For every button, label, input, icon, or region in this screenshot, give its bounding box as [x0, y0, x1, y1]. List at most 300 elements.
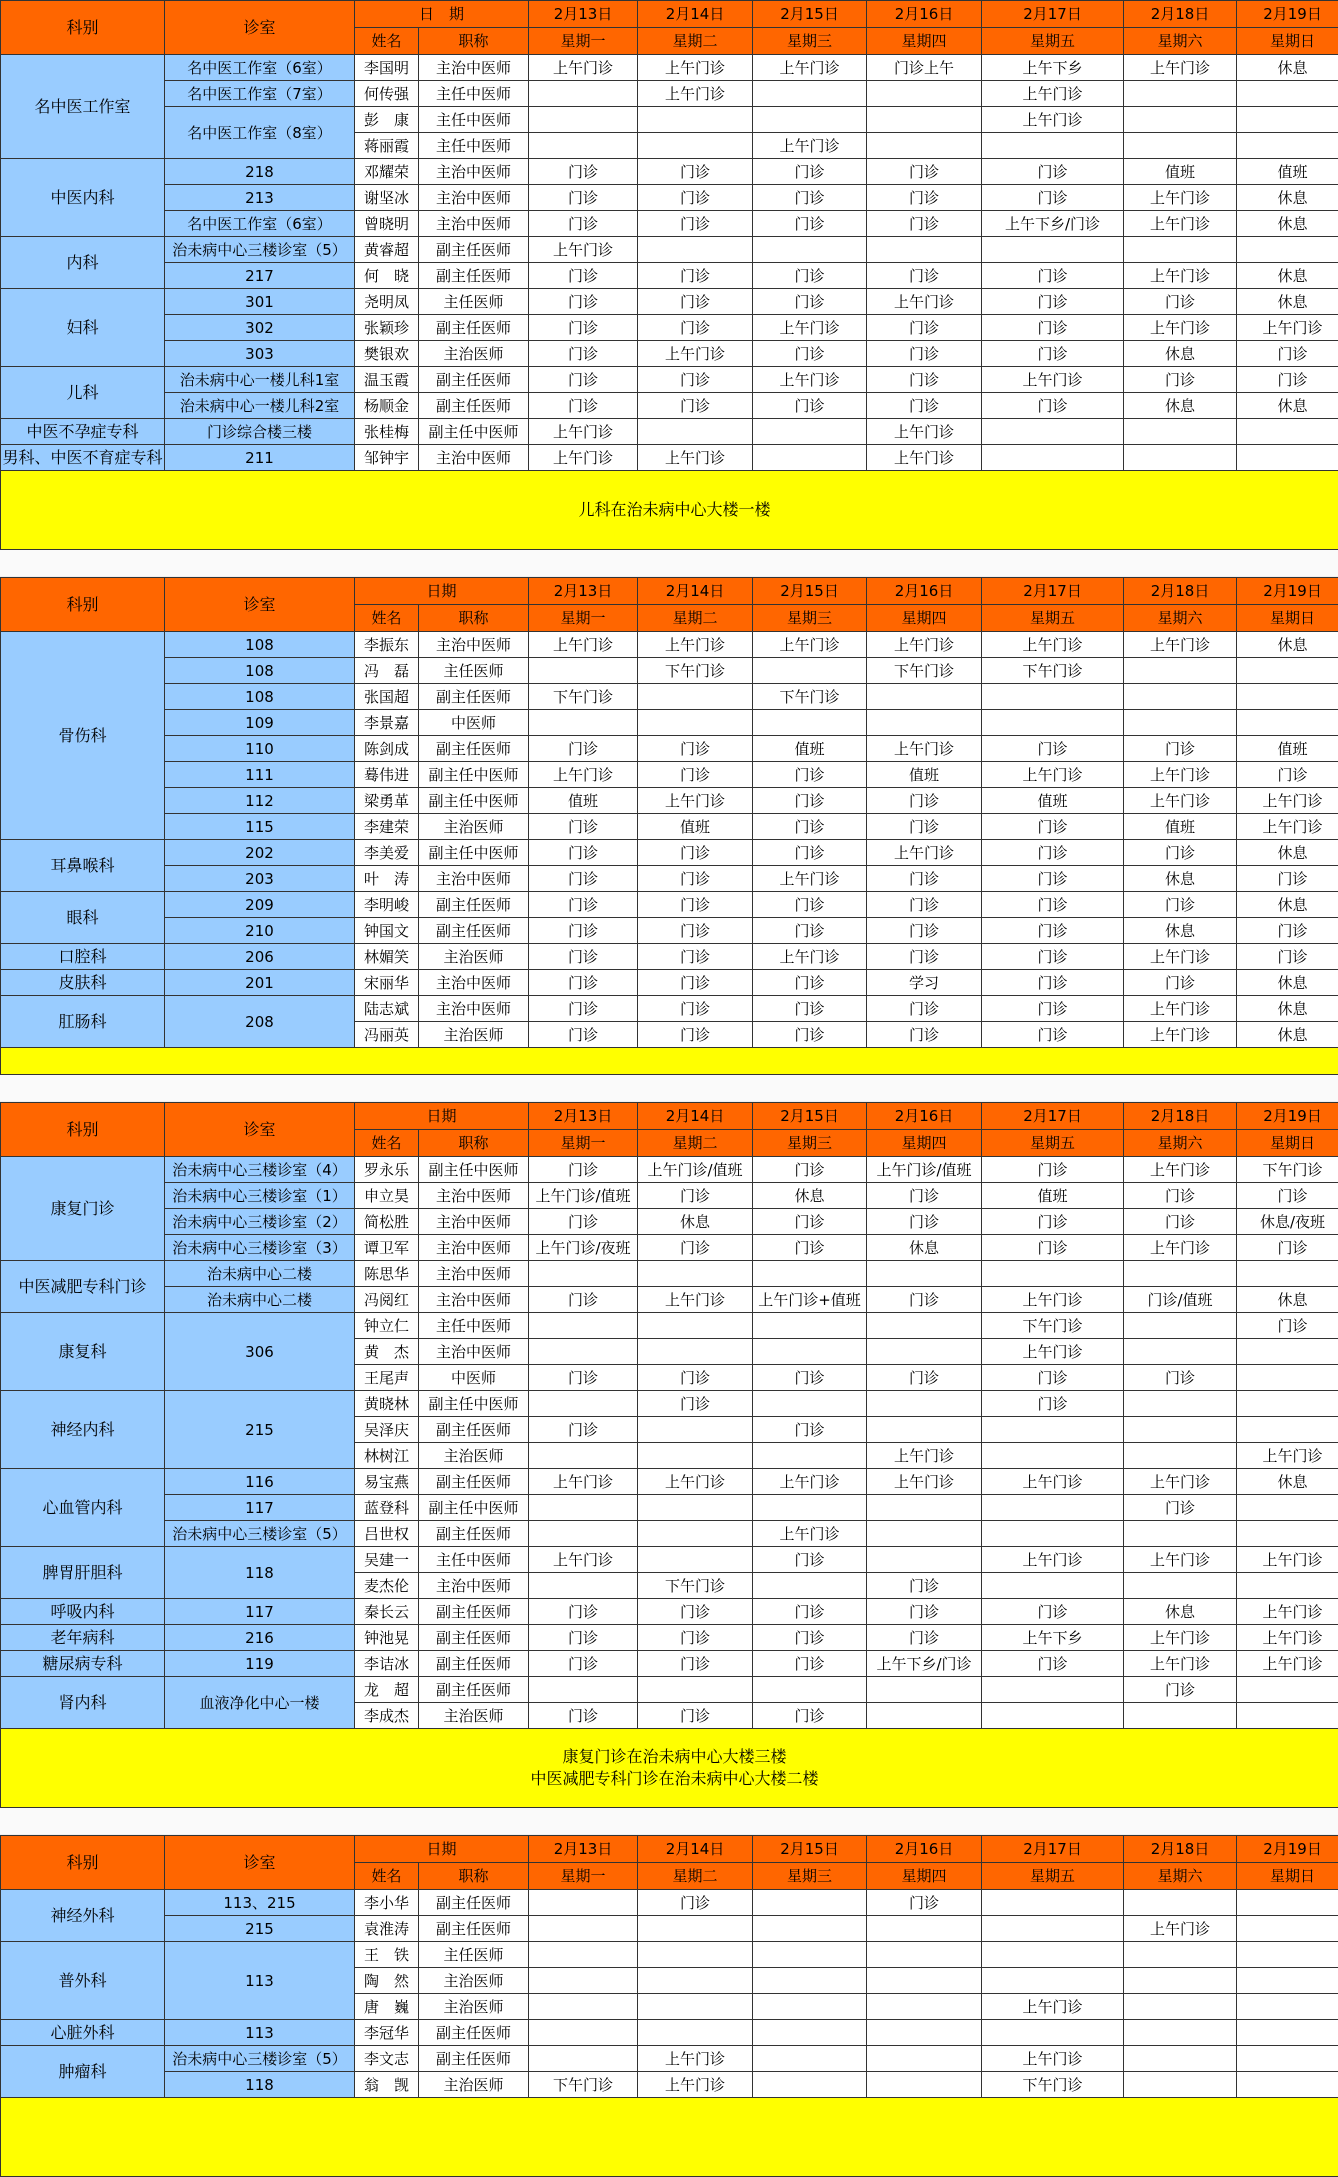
schedule-cell: 上午门诊	[638, 1287, 753, 1313]
room-cell: 治未病中心三楼诊室（5）	[165, 237, 355, 263]
doctor-title: 中医师	[419, 1365, 529, 1391]
schedule-cell: 上午门诊	[982, 107, 1124, 133]
doctor-name: 李诘冰	[355, 1651, 419, 1677]
schedule-cell	[982, 237, 1124, 263]
date-header: 2月13日	[529, 578, 638, 605]
room-cell: 治未病中心三楼诊室（5）	[165, 2046, 355, 2072]
schedule-cell: 门诊	[982, 866, 1124, 892]
schedule-cell: 门诊	[1237, 944, 1338, 970]
doctor-title: 主治医师	[419, 1968, 529, 1994]
schedule-cell: 门诊	[638, 315, 753, 341]
schedule-cell	[753, 1994, 867, 2020]
doctor-title: 副主任医师	[419, 367, 529, 393]
schedule-cell: 门诊	[753, 1547, 867, 1573]
schedule-cell: 门诊	[1237, 1183, 1338, 1209]
schedule-cell	[1124, 1261, 1237, 1287]
schedule-cell: 门诊	[638, 970, 753, 996]
room-cell: 303	[165, 341, 355, 367]
schedule-cell	[982, 1573, 1124, 1599]
room-cell: 211	[165, 445, 355, 471]
schedule-cell: 休息	[867, 1235, 982, 1261]
schedule-cell	[982, 710, 1124, 736]
doctor-title: 中医师	[419, 710, 529, 736]
schedule-cell: 上午门诊	[982, 1287, 1124, 1313]
schedule-cell	[638, 1547, 753, 1573]
schedule-cell	[867, 1968, 982, 1994]
doctor-name: 张颖珍	[355, 315, 419, 341]
room-cell: 治未病中心二楼	[165, 1261, 355, 1287]
doctor-name: 温玉霞	[355, 367, 419, 393]
doctor-title: 副主任医师	[419, 736, 529, 762]
schedule-cell: 门诊	[529, 1365, 638, 1391]
schedule-table	[0, 1835, 1338, 2177]
schedule-cell: 门诊	[753, 159, 867, 185]
schedule-cell	[867, 107, 982, 133]
doctor-name: 李国明	[355, 55, 419, 81]
schedule-cell	[1124, 658, 1237, 684]
schedule-cell: 上午门诊/值班	[638, 1157, 753, 1183]
doctor-title: 主治医师	[419, 1703, 529, 1729]
doctor-name: 李美爱	[355, 840, 419, 866]
table-row	[1, 1157, 1338, 1183]
schedule-cell: 门诊	[867, 866, 982, 892]
weekday-header: 星期一	[529, 1863, 638, 1890]
schedule-cell: 上午门诊	[1237, 1599, 1338, 1625]
room-cell: 治未病中心一楼儿科1室	[165, 367, 355, 393]
doctor-name: 李振东	[355, 632, 419, 658]
schedule-cell	[529, 81, 638, 107]
schedule-cell: 值班	[529, 788, 638, 814]
room-cell: 208	[165, 996, 355, 1048]
room-cell: 115	[165, 814, 355, 840]
table-row	[1, 970, 1338, 996]
schedule-table	[0, 577, 1338, 1075]
schedule-cell	[638, 1417, 753, 1443]
doctor-name: 张国超	[355, 684, 419, 710]
schedule-cell: 上午门诊	[1124, 1469, 1237, 1495]
schedule-cell: 休息	[1237, 185, 1338, 211]
schedule-cell	[867, 1313, 982, 1339]
department-cell: 中医减肥专科门诊	[1, 1261, 165, 1313]
table-row	[1, 1625, 1338, 1651]
doctor-name: 宋丽华	[355, 970, 419, 996]
schedule-cell: 休息	[1237, 1469, 1338, 1495]
doctor-name: 尧明凤	[355, 289, 419, 315]
schedule-cell	[638, 1261, 753, 1287]
title-header: 职称	[419, 605, 529, 632]
schedule-cell	[529, 1994, 638, 2020]
schedule-cell	[1237, 1916, 1338, 1942]
schedule-cell	[638, 1495, 753, 1521]
schedule-cell: 上午门诊	[982, 1469, 1124, 1495]
schedule-cell	[1124, 1339, 1237, 1365]
schedule-cell: 门诊	[867, 892, 982, 918]
schedule-cell: 门诊	[1124, 367, 1237, 393]
schedule-cell	[982, 419, 1124, 445]
schedule-cell	[753, 1391, 867, 1417]
doctor-name: 麦杰伦	[355, 1573, 419, 1599]
schedule-cell	[867, 1677, 982, 1703]
schedule-cell: 门诊	[867, 341, 982, 367]
date-header: 2月19日	[1237, 1103, 1338, 1130]
schedule-cell: 门诊	[1124, 1677, 1237, 1703]
schedule-cell: 上午门诊	[982, 632, 1124, 658]
schedule-cell: 门诊	[638, 762, 753, 788]
schedule-cell: 休息	[1237, 632, 1338, 658]
date-header: 2月18日	[1124, 1103, 1237, 1130]
room-cell: 113	[165, 1942, 355, 2020]
doctor-title: 副主任医师	[419, 263, 529, 289]
doctor-name: 秦长云	[355, 1599, 419, 1625]
name-header: 姓名	[355, 605, 419, 632]
weekday-header: 星期五	[982, 28, 1124, 55]
dept-header: 科别	[1, 578, 165, 632]
schedule-cell	[867, 1391, 982, 1417]
table-row	[1, 840, 1338, 866]
schedule-cell: 门诊	[638, 918, 753, 944]
schedule-cell	[1237, 1417, 1338, 1443]
schedule-cell: 门诊	[529, 393, 638, 419]
doctor-name: 翁 觊	[355, 2072, 419, 2098]
schedule-cell: 门诊	[529, 1287, 638, 1313]
schedule-cell: 门诊	[982, 736, 1124, 762]
room-cell: 名中医工作室（8室）	[165, 107, 355, 159]
room-cell: 治未病中心一楼儿科2室	[165, 393, 355, 419]
schedule-cell: 门诊	[638, 1625, 753, 1651]
doctor-title: 副主任医师	[419, 892, 529, 918]
schedule-cell: 门诊	[638, 185, 753, 211]
location-note	[1, 1048, 1338, 1075]
schedule-cell	[867, 1521, 982, 1547]
schedule-cell: 值班	[867, 762, 982, 788]
weekday-header: 星期二	[638, 1863, 753, 1890]
schedule-cell: 上午门诊	[867, 736, 982, 762]
schedule-cell	[638, 1313, 753, 1339]
schedule-cell: 门诊	[1124, 1183, 1237, 1209]
schedule-cell: 门诊	[638, 393, 753, 419]
department-cell: 脾胃肝胆科	[1, 1547, 165, 1599]
date-header: 2月14日	[638, 1836, 753, 1863]
department-cell: 肾内科	[1, 1677, 165, 1729]
schedule-cell: 门诊	[529, 1599, 638, 1625]
date-header: 2月19日	[1237, 1, 1338, 28]
schedule-cell	[753, 1968, 867, 1994]
weekday-header: 星期五	[982, 1130, 1124, 1157]
schedule-cell: 门诊	[982, 814, 1124, 840]
date-header: 2月17日	[982, 578, 1124, 605]
date-header: 2月19日	[1237, 578, 1338, 605]
schedule-cell: 门诊	[982, 393, 1124, 419]
schedule-cell: 门诊	[638, 1651, 753, 1677]
date-header: 2月19日	[1237, 1836, 1338, 1863]
schedule-cell: 门诊	[753, 788, 867, 814]
doctor-title: 主治医师	[419, 944, 529, 970]
schedule-cell: 门诊	[982, 944, 1124, 970]
schedule-cell	[867, 1495, 982, 1521]
schedule-cell	[867, 1916, 982, 1942]
table-row	[1, 814, 1338, 840]
schedule-cell: 上午门诊	[753, 1469, 867, 1495]
schedule-cell: 上午下乡/门诊	[982, 211, 1124, 237]
note-line: 中医减肥专科门诊在治未病中心大楼二楼	[1, 1768, 1338, 1790]
room-cell: 治未病中心二楼	[165, 1287, 355, 1313]
schedule-cell	[753, 1443, 867, 1469]
schedule-cell	[982, 1443, 1124, 1469]
table-row	[1, 996, 1338, 1022]
schedule-cell	[753, 1573, 867, 1599]
weekday-header: 星期四	[867, 28, 982, 55]
department-cell: 骨伤科	[1, 632, 165, 840]
schedule-cell: 门诊	[529, 996, 638, 1022]
schedule-cell: 上午门诊	[753, 866, 867, 892]
doctor-name: 易宝燕	[355, 1469, 419, 1495]
schedule-cell: 上午门诊	[638, 55, 753, 81]
doctor-title: 副主任中医师	[419, 840, 529, 866]
doctor-title: 副主任医师	[419, 1625, 529, 1651]
department-cell: 口腔科	[1, 944, 165, 970]
room-cell: 118	[165, 1547, 355, 1599]
schedule-cell: 上午门诊	[753, 367, 867, 393]
schedule-cell	[753, 237, 867, 263]
table-row	[1, 788, 1338, 814]
schedule-cell: 门诊	[982, 315, 1124, 341]
schedule-cell: 休息	[1237, 55, 1338, 81]
schedule-cell: 门诊	[638, 1703, 753, 1729]
doctor-title: 副主任中医师	[419, 762, 529, 788]
schedule-cell: 休息	[753, 1183, 867, 1209]
table-row	[1, 341, 1338, 367]
room-cell: 名中医工作室（6室）	[165, 211, 355, 237]
schedule-cell	[1237, 1391, 1338, 1417]
doctor-name: 梁勇革	[355, 788, 419, 814]
doctor-name: 王 铁	[355, 1942, 419, 1968]
schedule-cell: 门诊	[753, 1365, 867, 1391]
schedule-cell: 门诊	[753, 840, 867, 866]
room-cell: 108	[165, 684, 355, 710]
schedule-cell: 门诊	[529, 367, 638, 393]
schedule-cell	[529, 1521, 638, 1547]
doctor-title: 副主任中医师	[419, 419, 529, 445]
schedule-cell: 上午门诊	[753, 1521, 867, 1547]
department-cell: 神经外科	[1, 1890, 165, 1942]
table-row	[1, 315, 1338, 341]
schedule-cell	[982, 445, 1124, 471]
schedule-cell: 上午门诊	[529, 55, 638, 81]
note-line: 康复门诊在治未病中心大楼三楼	[1, 1746, 1338, 1768]
schedule-cell	[529, 1916, 638, 1942]
schedule-cell: 门诊	[867, 185, 982, 211]
schedule-cell: 门诊/值班	[1124, 1287, 1237, 1313]
schedule-cell: 上午门诊	[982, 2046, 1124, 2072]
schedule-cell: 休息	[1124, 918, 1237, 944]
schedule-cell	[867, 2046, 982, 2072]
schedule-cell: 休息	[1237, 996, 1338, 1022]
schedule-cell	[1237, 1942, 1338, 1968]
schedule-cell	[1124, 81, 1237, 107]
schedule-cell: 休息	[1237, 840, 1338, 866]
department-cell: 心血管内科	[1, 1469, 165, 1547]
doctor-name: 林树江	[355, 1443, 419, 1469]
schedule-cell	[753, 1942, 867, 1968]
doctor-name: 陈剑成	[355, 736, 419, 762]
date-header: 2月16日	[867, 578, 982, 605]
weekday-header: 星期五	[982, 605, 1124, 632]
dept-header: 科别	[1, 1836, 165, 1890]
doctor-name: 蓝登科	[355, 1495, 419, 1521]
schedule-cell	[638, 1677, 753, 1703]
schedule-cell	[638, 1916, 753, 1942]
schedule-cell: 上午门诊	[1124, 1651, 1237, 1677]
schedule-cell	[1124, 1890, 1237, 1916]
schedule-cell	[1237, 1521, 1338, 1547]
doctor-title: 主治中医师	[419, 996, 529, 1022]
weekday-header: 星期六	[1124, 28, 1237, 55]
schedule-cell	[1124, 1573, 1237, 1599]
weekday-header: 星期五	[982, 1863, 1124, 1890]
doctor-title: 副主任中医师	[419, 1157, 529, 1183]
weekday-header: 星期二	[638, 1130, 753, 1157]
schedule-cell: 门诊	[1124, 840, 1237, 866]
note-line: 儿科在治未病中心大楼一楼	[1, 499, 1338, 521]
doctor-name: 谭卫军	[355, 1235, 419, 1261]
room-cell: 治未病中心三楼诊室（4）	[165, 1157, 355, 1183]
schedule-cell: 休息	[638, 1209, 753, 1235]
room-cell: 302	[165, 315, 355, 341]
doctor-name: 邹钟宇	[355, 445, 419, 471]
schedule-cell	[1124, 1942, 1237, 1968]
table-gap	[0, 550, 1338, 577]
doctor-title: 副主任医师	[419, 684, 529, 710]
schedule-cell	[753, 2046, 867, 2072]
table-row	[1, 684, 1338, 710]
schedule-cell: 上午门诊	[529, 445, 638, 471]
room-cell: 215	[165, 1916, 355, 1942]
date-header: 2月15日	[753, 578, 867, 605]
schedule-cell	[1124, 684, 1237, 710]
room-cell: 213	[165, 185, 355, 211]
doctor-name: 李景嘉	[355, 710, 419, 736]
schedule-cell	[529, 1261, 638, 1287]
room-cell: 110	[165, 736, 355, 762]
doctor-name: 谢坚冰	[355, 185, 419, 211]
schedule-cell: 上午门诊	[867, 632, 982, 658]
doctor-name: 吴建一	[355, 1547, 419, 1573]
table-row	[1, 1183, 1338, 1209]
schedule-cell: 门诊	[529, 918, 638, 944]
schedule-cell	[753, 419, 867, 445]
weekday-header: 星期一	[529, 28, 638, 55]
doctor-title: 主治医师	[419, 1443, 529, 1469]
weekday-header: 星期日	[1237, 1863, 1338, 1890]
room-header: 诊室	[165, 1, 355, 55]
schedule-cell	[529, 1942, 638, 1968]
schedule-cell	[753, 1916, 867, 1942]
weekday-header: 星期三	[753, 1863, 867, 1890]
schedule-cell: 休息	[1237, 1287, 1338, 1313]
department-cell: 普外科	[1, 1942, 165, 2020]
schedule-cell: 门诊	[638, 866, 753, 892]
doctor-title: 主治医师	[419, 341, 529, 367]
table-gap	[0, 1808, 1338, 1835]
room-cell: 108	[165, 632, 355, 658]
schedule-cell: 门诊	[982, 1022, 1124, 1048]
weekday-header: 星期二	[638, 605, 753, 632]
room-cell: 名中医工作室（7室）	[165, 81, 355, 107]
table-row	[1, 1599, 1338, 1625]
schedule-cell	[867, 684, 982, 710]
date-label: 日期	[355, 1103, 529, 1130]
schedule-cell: 门诊	[982, 840, 1124, 866]
schedule-cell	[1124, 1417, 1237, 1443]
table-row	[1, 185, 1338, 211]
schedule-cell: 门诊	[529, 814, 638, 840]
doctor-title: 主任中医师	[419, 1547, 529, 1573]
department-cell: 心脏外科	[1, 2020, 165, 2046]
schedule-cell	[867, 81, 982, 107]
schedule-cell	[1124, 710, 1237, 736]
date-header: 2月16日	[867, 1103, 982, 1130]
doctor-name: 杨顺金	[355, 393, 419, 419]
schedule-cell: 上午门诊	[638, 2046, 753, 2072]
schedule-cell: 门诊	[982, 970, 1124, 996]
schedule-cell: 门诊	[982, 1365, 1124, 1391]
schedule-cell: 值班	[1237, 736, 1338, 762]
schedule-cell	[982, 1703, 1124, 1729]
doctor-name: 冯阅红	[355, 1287, 419, 1313]
schedule-cell: 门诊	[867, 263, 982, 289]
schedule-cell	[1124, 133, 1237, 159]
schedule-cell: 上午门诊	[1237, 1547, 1338, 1573]
schedule-cell: 门诊	[867, 367, 982, 393]
schedule-cell: 休息	[1237, 892, 1338, 918]
schedule-cell: 下午门诊	[529, 2072, 638, 2098]
doctor-title: 副主任医师	[419, 1417, 529, 1443]
table-row	[1, 1469, 1338, 1495]
doctor-title: 主任医师	[419, 289, 529, 315]
table-row	[1, 1521, 1338, 1547]
schedule-cell: 门诊	[1124, 736, 1237, 762]
name-header: 姓名	[355, 28, 419, 55]
schedule-cell: 门诊	[1237, 341, 1338, 367]
schedule-cell: 上午门诊+值班	[753, 1287, 867, 1313]
doctor-name: 陶 然	[355, 1968, 419, 1994]
weekday-header: 星期日	[1237, 605, 1338, 632]
schedule-cell: 休息	[1237, 211, 1338, 237]
schedule-cell: 上午门诊	[1124, 762, 1237, 788]
doctor-name: 陆志斌	[355, 996, 419, 1022]
doctor-title: 主治中医师	[419, 159, 529, 185]
schedule-cell	[1237, 1968, 1338, 1994]
schedule-cell: 上午门诊	[867, 1443, 982, 1469]
schedule-cell	[1124, 1703, 1237, 1729]
room-cell: 治未病中心三楼诊室（1）	[165, 1183, 355, 1209]
doctor-title: 主治中医师	[419, 55, 529, 81]
title-header: 职称	[419, 1863, 529, 1890]
schedule-cell: 下午门诊	[982, 2072, 1124, 2098]
doctor-name: 何 晓	[355, 263, 419, 289]
schedule-cell: 上午门诊	[529, 632, 638, 658]
dept-header: 科别	[1, 1, 165, 55]
doctor-name: 何传强	[355, 81, 419, 107]
doctor-title: 主治中医师	[419, 1287, 529, 1313]
schedule-cell: 门诊	[753, 996, 867, 1022]
schedule-cell	[867, 133, 982, 159]
table-row	[1, 1890, 1338, 1916]
schedule-cell	[1237, 445, 1338, 471]
schedule-cell: 上午门诊/值班	[867, 1157, 982, 1183]
schedule-cell: 门诊	[867, 1573, 982, 1599]
schedule-cell	[1237, 237, 1338, 263]
